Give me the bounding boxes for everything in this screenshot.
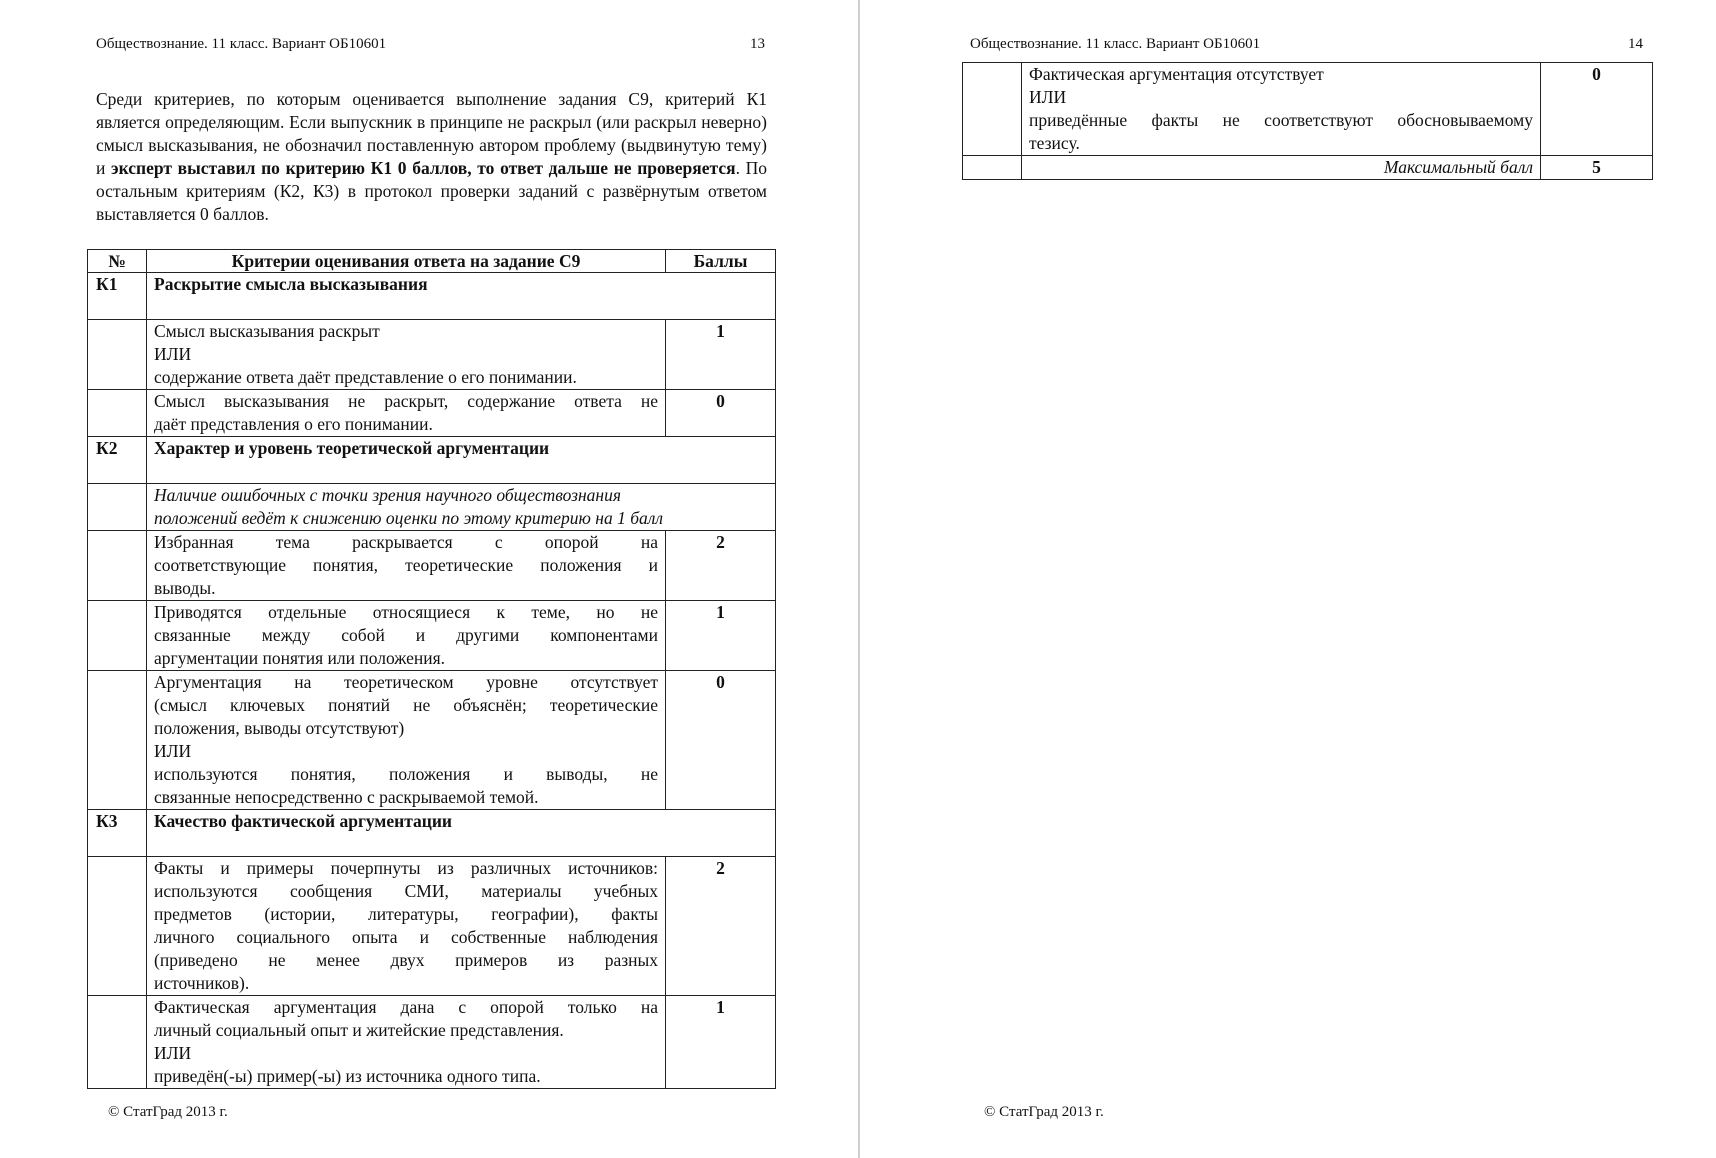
note-row	[88, 484, 776, 531]
text-line: используются сообщения СМИ, материалы учебных	[154, 881, 658, 901]
criterion-code: К1	[88, 273, 147, 320]
text-line: приведённые факты не соответствуют обосновываемому	[1029, 110, 1533, 130]
copyright-footer: © СтатГрад 2013 г.	[108, 1104, 228, 1120]
text-line: личный социальный опыт и житейские представления.	[154, 1020, 564, 1040]
intro-text-part1: Среди критериев, по которым оценивается выполнение задания С9, критерий К1 является определяющим. Если выпускник в принципе не раскрыл (или раскрыл неверно) смысл высказывания, не обозначил поставленную автором проблему (выдвинутую тему) и	[96, 89, 767, 178]
text-line: Аргументация на теоретическом уровне отсутствует	[154, 672, 658, 692]
text-line: соответствующие понятия, теоретические положения и	[154, 555, 658, 575]
table-row	[88, 671, 776, 810]
text-line: аргументации понятия или положения.	[154, 648, 446, 668]
page-number: 13	[750, 36, 765, 52]
intro-text-bold: эксперт выставил по критерию К1 0 баллов, то ответ дальше не проверяется	[111, 158, 736, 178]
criterion-description	[147, 601, 666, 671]
table-row	[963, 63, 1653, 156]
text-line: предметов (истории, литературы, географии), факты	[154, 904, 658, 924]
text-line: положения, выводы отсутствуют)	[154, 718, 405, 738]
criterion-description	[1022, 63, 1541, 156]
score-value: 1	[666, 320, 776, 390]
criteria-table-continued	[962, 62, 1653, 180]
criterion-title: Раскрытие смысла высказывания	[147, 273, 776, 320]
table-row	[88, 996, 776, 1089]
criterion-description	[147, 320, 666, 390]
text-line: Избранная тема раскрывается с опорой на	[154, 532, 658, 552]
text-line: Приводятся отдельные относящиеся к теме, но не	[154, 602, 658, 622]
col-header-criteria: Критерии оценивания ответа на задание С9	[147, 250, 666, 273]
text-line: ИЛИ	[154, 741, 192, 761]
text-line: Смысл высказывания не раскрыт, содержание ответа не	[154, 391, 658, 411]
text-line: Наличие ошибочных с точки зрения научного обществознания	[154, 485, 621, 505]
criteria-table	[87, 249, 776, 1089]
table-row	[88, 857, 776, 996]
text-line: личного социального опыта и собственные наблюдения	[154, 927, 658, 947]
col-header-number: №	[88, 250, 147, 273]
page-header-title: Обществознание. 11 класс. Вариант ОБ10601	[96, 36, 387, 52]
criterion-description	[147, 390, 666, 437]
text-line: (приведено не менее двух примеров из разных	[154, 950, 658, 970]
page-header-title: Обществознание. 11 класс. Вариант ОБ10601	[970, 36, 1261, 52]
table-row	[88, 390, 776, 437]
intro-paragraph	[96, 88, 767, 226]
criterion-description	[147, 996, 666, 1089]
text-line: ИЛИ	[1029, 87, 1067, 107]
copyright-footer: © СтатГрад 2013 г.	[984, 1104, 1104, 1120]
criterion-code: К2	[88, 437, 147, 484]
max-score-label: Максимальный балл	[1022, 156, 1541, 180]
table-row	[88, 531, 776, 601]
section-row-k1	[88, 273, 776, 320]
text-line: положений ведёт к снижению оценки по этому критерию на 1 балл	[154, 508, 664, 528]
text-line: ИЛИ	[154, 344, 192, 364]
score-value: 1	[666, 996, 776, 1089]
text-line: даёт представления о его понимании.	[154, 414, 433, 434]
max-score-row	[963, 156, 1653, 180]
table-row	[88, 601, 776, 671]
text-line: выводы.	[154, 578, 216, 598]
score-value: 2	[666, 531, 776, 601]
col-header-score: Баллы	[666, 250, 776, 273]
criterion-description	[147, 671, 666, 810]
score-value: 0	[666, 390, 776, 437]
text-line: используются понятия, положения и выводы, не	[154, 764, 658, 784]
text-line: ИЛИ	[154, 1043, 192, 1063]
max-score-value: 5	[1541, 156, 1653, 180]
text-line: Фактическая аргументация отсутствует	[1029, 64, 1324, 84]
page-number: 14	[1628, 36, 1643, 52]
text-line: приведён(-ы) пример(-ы) из источника одного типа.	[154, 1066, 541, 1086]
criterion-title: Характер и уровень теоретической аргументации	[147, 437, 776, 484]
criterion-title: Качество фактической аргументации	[147, 810, 776, 857]
score-value: 2	[666, 857, 776, 996]
criterion-description	[147, 531, 666, 601]
text-line: (смысл ключевых понятий не объяснён; теоретические	[154, 695, 658, 715]
text-line: содержание ответа даёт представление о его понимании.	[154, 367, 577, 387]
text-line: Смысл высказывания раскрыт	[154, 321, 380, 341]
text-line: связанные между собой и другими компонентами	[154, 625, 658, 645]
text-line: связанные непосредственно с раскрываемой темой.	[154, 787, 539, 807]
text-line: Факты и примеры почерпнуты из различных источников:	[154, 858, 658, 878]
text-line: источников).	[154, 973, 250, 993]
section-row-k2	[88, 437, 776, 484]
page-14	[860, 0, 1716, 1158]
table-header-row	[88, 250, 776, 273]
score-value: 0	[666, 671, 776, 810]
criterion-code: К3	[88, 810, 147, 857]
text-line: Фактическая аргументация дана с опорой только на	[154, 997, 658, 1017]
score-value: 0	[1541, 63, 1653, 156]
text-line: тезису.	[1029, 133, 1080, 153]
criterion-description	[147, 857, 666, 996]
score-value: 1	[666, 601, 776, 671]
intro-text-part2: . По остальным критериям (К2, К3) в протокол проверки заданий с развёрнутым ответом выставляется 0 баллов.	[96, 158, 768, 224]
table-row	[88, 320, 776, 390]
section-row-k3	[88, 810, 776, 857]
criterion-note	[147, 484, 776, 531]
